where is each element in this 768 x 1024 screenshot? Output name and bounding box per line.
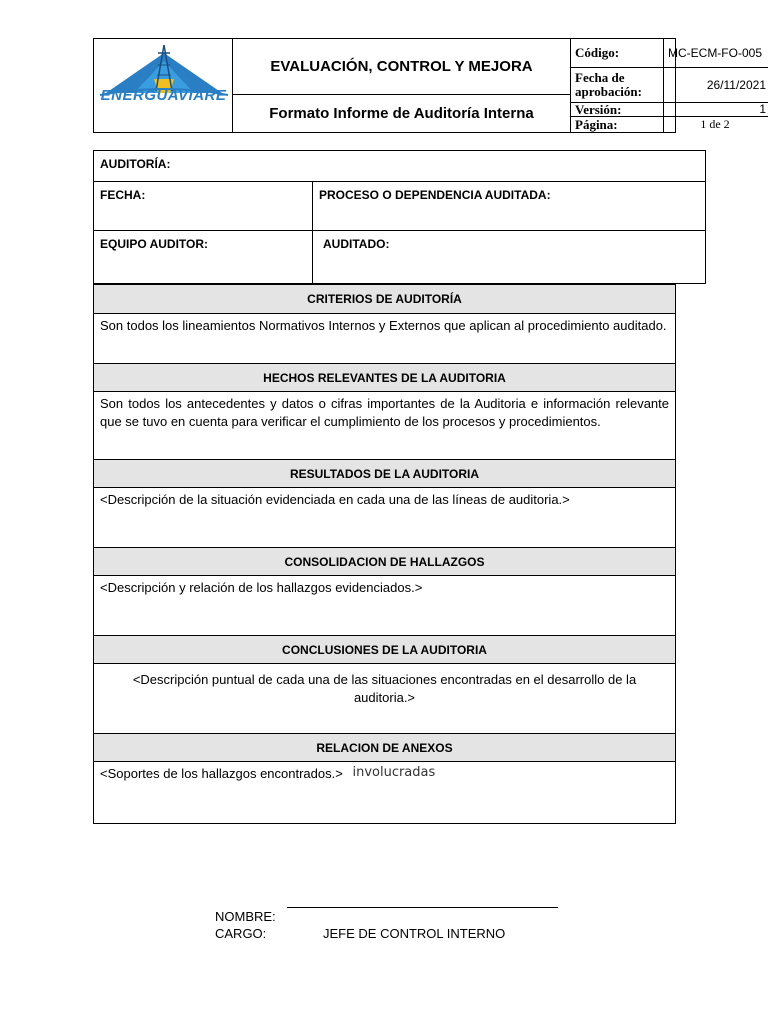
process-label: PROCESO O DEPENDENCIA AUDITADA: xyxy=(319,188,551,202)
page-value: 1 de 2 xyxy=(700,117,730,131)
audit-row xyxy=(94,151,705,182)
logo-cell xyxy=(94,39,233,132)
results-body: <Descripción de la situación evidenciada en cada una de las líneas de auditoria.> xyxy=(93,488,676,547)
approval-date-value: 26/11/2021 xyxy=(664,68,768,103)
team-cell xyxy=(94,231,313,283)
role-value: JEFE DE CONTROL INTERNO xyxy=(323,926,506,941)
document-area-title: EVALUACIÓN, CONTROL Y MEJORA xyxy=(233,39,570,95)
signature-line xyxy=(287,907,558,908)
version-value: 1 xyxy=(664,103,768,117)
criteria-header: CRITERIOS DE AUDITORÍA xyxy=(93,284,676,314)
process-cell xyxy=(313,182,705,231)
date-cell xyxy=(94,182,313,231)
company-logo xyxy=(94,39,233,132)
company-logo-text: ENERGUAVIARE xyxy=(100,87,227,104)
annexes-header: RELACION DE ANEXOS xyxy=(93,733,676,762)
results-header: RESULTADOS DE LA AUDITORIA xyxy=(93,459,676,488)
annexes-body xyxy=(93,762,676,824)
document-header xyxy=(93,38,766,133)
team-label: EQUIPO AUDITOR: xyxy=(100,237,209,251)
page-label: Página: xyxy=(571,117,664,132)
annexes-extra-text: involucradas xyxy=(352,765,436,780)
title-cell xyxy=(233,39,571,132)
findings-header: CONSOLIDACION DE HALLAZGOS xyxy=(93,547,676,576)
audited-label: AUDITADO: xyxy=(323,237,390,251)
audit-label: AUDITORÍA: xyxy=(100,157,171,171)
code-value: MC-ECM-FO-005 xyxy=(664,39,768,68)
findings-body: <Descripción y relación de los hallazgos evidenciados.> xyxy=(93,576,676,635)
date-label: FECHA: xyxy=(100,188,146,202)
audit-info-table xyxy=(93,150,706,284)
criteria-body: Son todos los lineamientos Normativos Internos y Externos que aplican al procedimiento auditado. xyxy=(93,314,676,364)
conclusions-body: <Descripción puntual de cada una de las situaciones encontradas en el desarrollo de la auditoria.> xyxy=(93,664,676,733)
facts-body: Son todos los antecedentes y datos o cifras importantes de la Auditoria e información relevante que se tuvo en cuenta para verificar el cumplimiento de los procesos y procedimientos. xyxy=(93,392,676,459)
role-label: CARGO: xyxy=(215,926,267,941)
annexes-text: <Soportes de los hallazgos encontrados.> xyxy=(100,766,343,781)
name-label: NOMBRE: xyxy=(215,909,276,924)
conclusions-header: CONCLUSIONES DE LA AUDITORIA xyxy=(93,635,676,664)
audited-cell xyxy=(313,231,705,283)
approval-date-label: Fecha de aprobación: xyxy=(571,68,664,103)
document-form-title: Formato Informe de Auditoría Interna xyxy=(269,104,534,122)
code-label: Código: xyxy=(571,39,664,68)
facts-header: HECHOS RELEVANTES DE LA AUDITORIA xyxy=(93,363,676,392)
version-label: Versión: xyxy=(571,103,664,117)
